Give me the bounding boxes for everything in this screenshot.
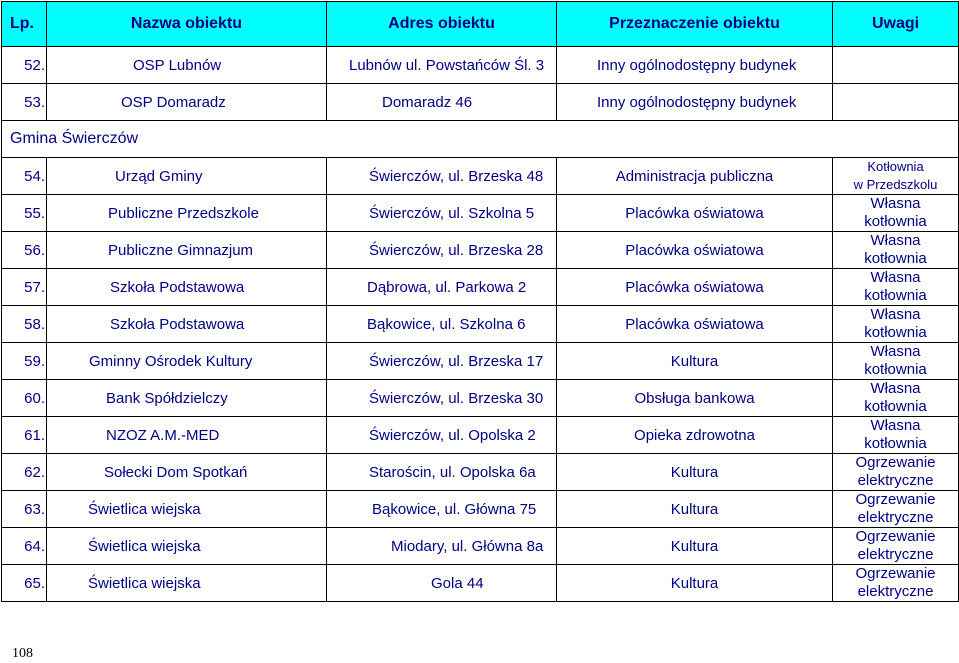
header-name: Nazwa obiektu (47, 2, 327, 47)
row-purpose: Kultura (557, 528, 833, 565)
row-notes (833, 528, 959, 565)
row-lp: 59. (2, 343, 47, 380)
row-notes (833, 491, 959, 528)
row-notes-line2: elektryczne (857, 583, 934, 600)
row-notes (833, 454, 959, 491)
row-notes-line1: Własna (870, 195, 921, 212)
row-address: Świerczów, ul. Opolska 2 (327, 417, 557, 454)
row-name: Publiczne Gimnazjum (47, 232, 327, 269)
row-notes-line2: kotłownia (864, 250, 927, 267)
row-notes-line2: elektryczne (857, 472, 934, 489)
row-notes-line1: Własna (870, 417, 921, 434)
row-purpose: Kultura (557, 454, 833, 491)
row-address: Świerczów, ul. Brzeska 17 (327, 343, 557, 380)
row-notes-line2: kotłownia (864, 324, 927, 341)
row-name: Szkoła Podstawowa (47, 269, 327, 306)
row-notes-line1: Ogrzewanie (855, 528, 936, 545)
row-notes-line2: kotłownia (864, 398, 927, 415)
page-number: 108 (12, 646, 33, 661)
table-row (2, 306, 959, 343)
row-address: Bąkowice, ul. Główna 75 (327, 491, 557, 528)
row-notes-line1: Ogrzewanie (855, 454, 936, 471)
row-purpose: Placówka oświatowa (557, 306, 833, 343)
table-row (2, 158, 959, 195)
row-lp: 57. (2, 269, 47, 306)
table-row (2, 269, 959, 306)
row-lp: 55. (2, 195, 47, 232)
row-purpose: Inny ogólnodostępny budynek (557, 47, 833, 84)
row-address: Lubnów ul. Powstańców Śl. 3 (327, 47, 557, 84)
row-name: Świetlica wiejska (47, 491, 327, 528)
header-purpose: Przeznaczenie obiektu (557, 2, 833, 47)
row-lp: 60. (2, 380, 47, 417)
row-notes (833, 306, 959, 343)
row-name: Bank Spółdzielczy (47, 380, 327, 417)
row-purpose: Placówka oświatowa (557, 269, 833, 306)
table-row (2, 565, 959, 602)
table-row (2, 454, 959, 491)
row-notes-line2: w Przedszkolu (853, 177, 938, 192)
table-row (2, 47, 959, 84)
row-notes (833, 84, 959, 121)
row-notes (833, 47, 959, 84)
row-address: Starościn, ul. Opolska 6a (327, 454, 557, 491)
row-purpose: Kultura (557, 491, 833, 528)
row-notes (833, 565, 959, 602)
row-name: Szkoła Podstawowa (47, 306, 327, 343)
row-notes (833, 380, 959, 417)
table-header-row (2, 2, 959, 47)
row-lp: 58. (2, 306, 47, 343)
row-notes-line2: kotłownia (864, 287, 927, 304)
row-purpose: Opieka zdrowotna (557, 417, 833, 454)
row-notes-line1: Ogrzewanie (855, 565, 936, 582)
row-notes-line1: Własna (870, 306, 921, 323)
section-title: Gmina Świerczów (2, 121, 959, 158)
row-lp: 53. (2, 84, 47, 121)
row-lp: 61. (2, 417, 47, 454)
row-purpose: Placówka oświatowa (557, 232, 833, 269)
row-lp: 62. (2, 454, 47, 491)
row-notes-line2: elektryczne (857, 546, 934, 563)
row-name: Gminny Ośrodek Kultury (47, 343, 327, 380)
row-lp: 56. (2, 232, 47, 269)
row-lp: 64. (2, 528, 47, 565)
row-lp: 63. (2, 491, 47, 528)
row-notes-line2: kotłownia (864, 435, 927, 452)
row-notes-line1: Własna (870, 269, 921, 286)
table-row (2, 417, 959, 454)
row-purpose: Obsługa bankowa (557, 380, 833, 417)
row-name: Świetlica wiejska (47, 565, 327, 602)
row-purpose: Inny ogólnodostępny budynek (557, 84, 833, 121)
section-row (2, 121, 959, 158)
row-notes-line1: Własna (870, 232, 921, 249)
header-address: Adres obiektu (327, 2, 557, 47)
row-name: OSP Lubnów (47, 47, 327, 84)
row-address: Gola 44 (327, 565, 557, 602)
row-address: Bąkowice, ul. Szkolna 6 (327, 306, 557, 343)
row-address: Domaradz 46 (327, 84, 557, 121)
row-notes (833, 343, 959, 380)
row-name: NZOZ A.M.-MED (47, 417, 327, 454)
row-purpose: Kultura (557, 565, 833, 602)
row-name: Sołecki Dom Spotkań (47, 454, 327, 491)
row-address: Świerczów, ul. Brzeska 48 (327, 158, 557, 195)
row-notes-line2: kotłownia (864, 213, 927, 230)
row-lp: 65. (2, 565, 47, 602)
row-purpose: Administracja publiczna (557, 158, 833, 195)
row-purpose: Kultura (557, 343, 833, 380)
row-notes-line2: elektryczne (857, 509, 934, 526)
row-address: Świerczów, ul. Brzeska 28 (327, 232, 557, 269)
header-lp: Lp. (2, 2, 47, 47)
table-row (2, 380, 959, 417)
row-notes (833, 417, 959, 454)
table-row (2, 528, 959, 565)
row-address: Świerczów, ul. Brzeska 30 (327, 380, 557, 417)
row-notes (833, 269, 959, 306)
table-row (2, 343, 959, 380)
table-row (2, 84, 959, 121)
row-name: Urząd Gminy (47, 158, 327, 195)
row-address: Dąbrowa, ul. Parkowa 2 (327, 269, 557, 306)
row-notes-line1: Własna (870, 343, 921, 360)
row-address: Świerczów, ul. Szkolna 5 (327, 195, 557, 232)
table-row (2, 232, 959, 269)
table-row (2, 195, 959, 232)
row-name: Świetlica wiejska (47, 528, 327, 565)
objects-table (1, 1, 959, 602)
row-notes (833, 195, 959, 232)
table-row (2, 491, 959, 528)
row-notes-line2: kotłownia (864, 361, 927, 378)
row-address: Miodary, ul. Główna 8a (327, 528, 557, 565)
row-notes-line1: Własna (870, 380, 921, 397)
row-name: OSP Domaradz (47, 84, 327, 121)
row-name: Publiczne Przedszkole (47, 195, 327, 232)
row-notes (833, 158, 959, 195)
row-lp: 54. (2, 158, 47, 195)
row-lp: 52. (2, 47, 47, 84)
header-notes: Uwagi (833, 2, 959, 47)
row-notes-line1: Ogrzewanie (855, 491, 936, 508)
row-notes (833, 232, 959, 269)
row-notes-line1: Kotłownia (867, 159, 924, 174)
row-purpose: Placówka oświatowa (557, 195, 833, 232)
